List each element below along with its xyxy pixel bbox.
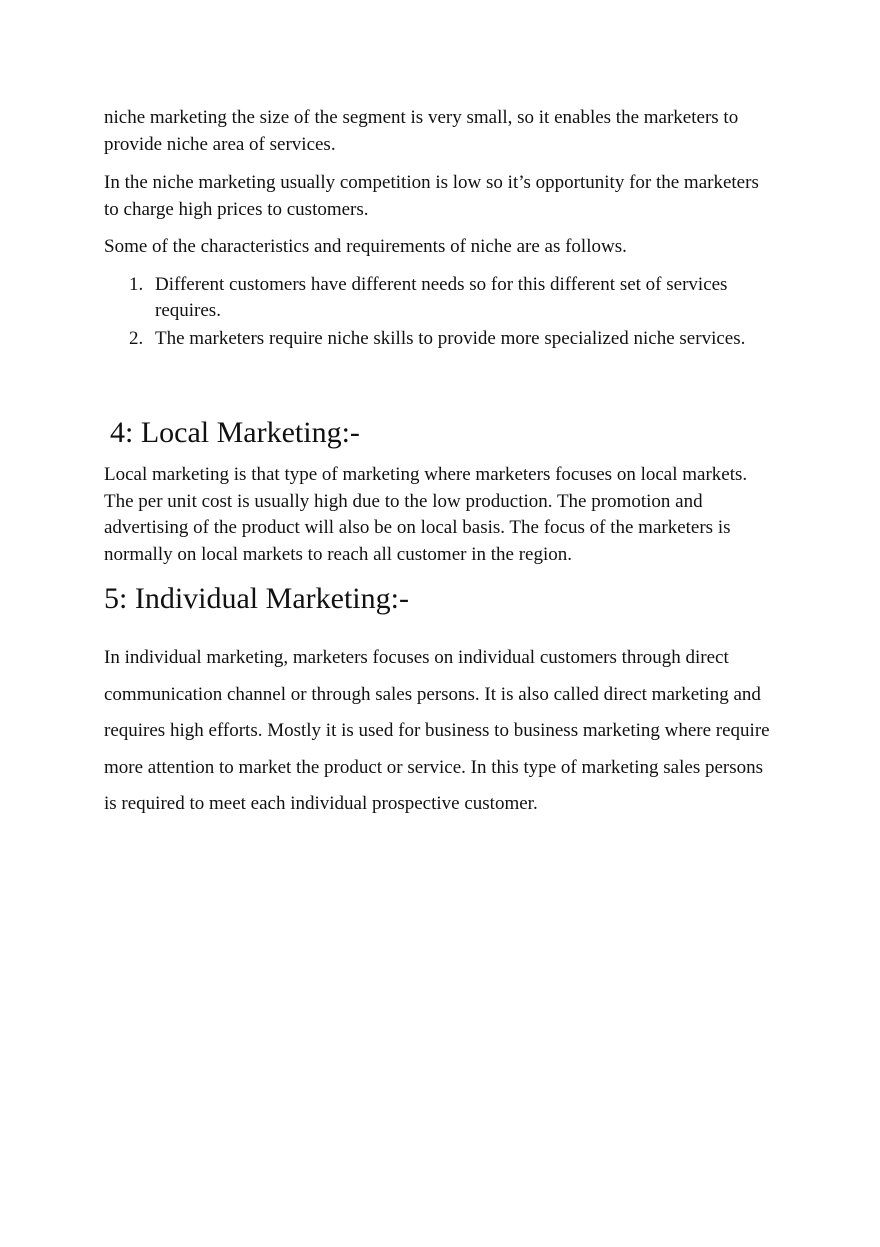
list-item-text: The marketers require niche skills to provide more specialized niche services. [155, 328, 746, 349]
heading-local-marketing: 4: Local Marketing:- [110, 416, 360, 449]
list-item [104, 272, 774, 324]
list-item-number: 1. [129, 274, 144, 295]
paragraph-individual-marketing: In individual marketing, marketers focuses on individual customers through direct communication channel or through sales persons. It is also called direct marketing and requires high efforts. Mostly it is used for business to business marketing where require more attention to market the product or service. In this type of marketing sales persons is required to meet each individual prospective customer. [104, 647, 770, 814]
paragraph-niche-competition: In the niche marketing usually competition is low so it’s opportunity for the marketers to charge high prices to customers. [104, 172, 759, 220]
list-item [104, 326, 774, 352]
paragraph-niche-characteristics: Some of the characteristics and requirements of niche are as follows. [104, 236, 627, 257]
niche-requirements-list [104, 272, 774, 354]
paragraph-niche-size: niche marketing the size of the segment is very small, so it enables the marketers to provide niche area of services. [104, 107, 739, 155]
list-item-text: Different customers have different needs so for this different set of services requires. [155, 274, 728, 321]
paragraph-local-marketing: Local marketing is that type of marketing where marketers focuses on local markets. The per unit cost is usually high due to the low production. The promotion and advertising of the product will also be on local basis. The focus of the marketers is normally on local markets to reach all customer in the region. [104, 464, 748, 565]
list-item-number: 2. [129, 328, 144, 349]
heading-individual-marketing: 5: Individual Marketing:- [104, 582, 409, 615]
